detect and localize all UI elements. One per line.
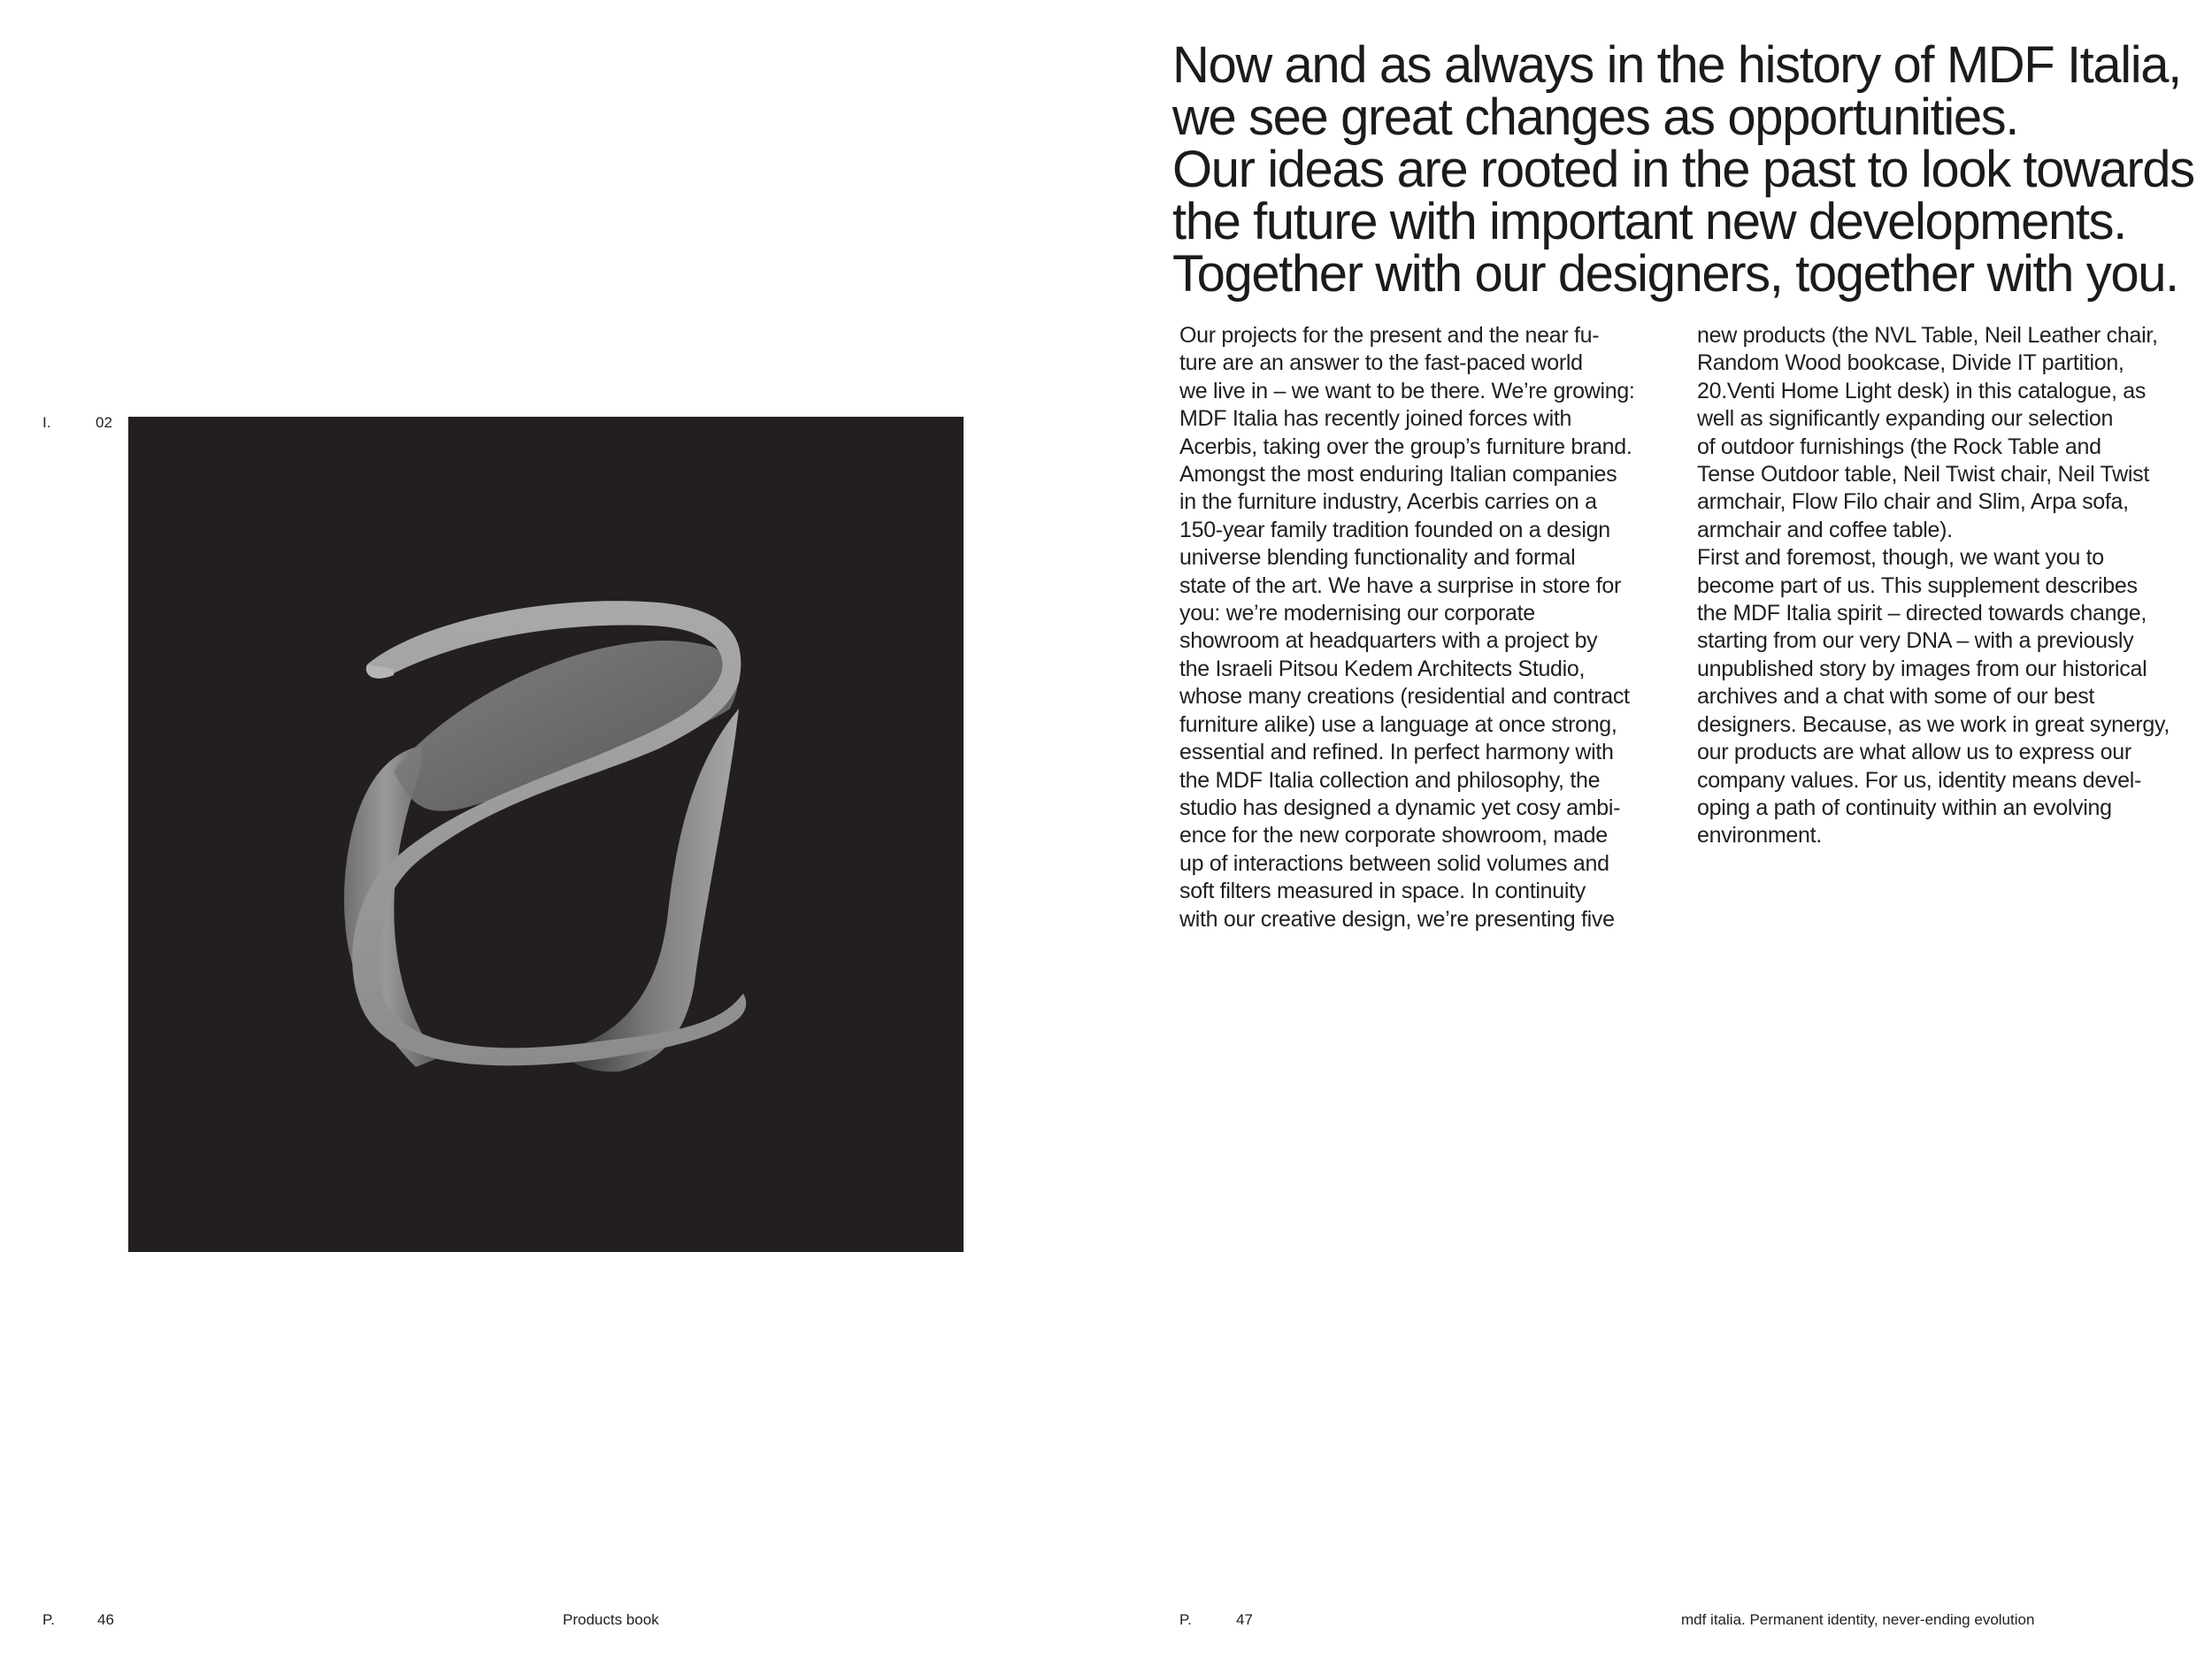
body-column-right — [1697, 322, 2193, 850]
body-line: essential and refined. In perfect harmony with — [1179, 740, 1614, 765]
figure-label-roman: I. — [42, 414, 51, 431]
body-line: Tense Outdoor table, Neil Twist chair, Neil Twist — [1697, 462, 2149, 488]
body-line: 20.Venti Home Light desk) in this catalogue, as — [1697, 378, 2147, 403]
chair-photo — [128, 417, 964, 1252]
body-line: 150-year family tradition founded on a design — [1179, 517, 1610, 542]
headline-line: we see great changes as opportunities. — [1172, 88, 2018, 146]
body-line: you: we’re modernising our corporate — [1179, 601, 1535, 626]
body-line: ture are an answer to the fast-paced world — [1179, 350, 1583, 376]
headline-line: Now and as always in the history of MDF Italia, — [1172, 36, 2181, 94]
body-line: unpublished story by images from our historical — [1697, 656, 2147, 681]
footer-left-page-number: 46 — [97, 1611, 114, 1628]
body-line: armchair and coffee table). — [1697, 517, 1953, 542]
body-line: armchair, Flow Filo chair and Slim, Arpa sofa, — [1697, 489, 2129, 515]
body-line: showroom at headquarters with a project by — [1179, 628, 1598, 654]
footer-left-title: Products book — [563, 1611, 659, 1628]
body-line: First and foremost, though, we want you to — [1697, 545, 2104, 571]
body-line: the MDF Italia collection and philosophy, the — [1179, 767, 1601, 793]
body-line: well as significantly expanding our selection — [1697, 406, 2114, 432]
body-line: with our creative design, we’re presenting five — [1179, 906, 1615, 932]
body-line: designers. Because, as we work in great synergy, — [1697, 711, 2170, 737]
body-line: furniture alike) use a language at once strong, — [1179, 711, 1617, 737]
headline-line: the future with important new developments. — [1172, 193, 2126, 250]
body-line: new products (the NVL Table, Neil Leather chair, — [1697, 323, 2158, 348]
body-line: MDF Italia has recently joined forces with — [1179, 406, 1572, 432]
body-line: become part of us. This supplement describes — [1697, 572, 2138, 598]
headline-line: Together with our designers, together with you. — [1172, 245, 2178, 303]
body-line: the Israeli Pitsou Kedem Architects Studio, — [1179, 656, 1586, 681]
body-line: universe blending functionality and formal — [1179, 545, 1576, 571]
body-line: Acerbis, taking over the group’s furniture brand. — [1179, 434, 1632, 459]
body-line: studio has designed a dynamic yet cosy ambi- — [1179, 795, 1621, 820]
ribbon-chair-sculpture-icon — [128, 417, 964, 1252]
footer-right-page-number: 47 — [1236, 1611, 1253, 1628]
body-line: ence for the new corporate showroom, made — [1179, 823, 1608, 849]
body-line: archives and a chat with some of our best — [1697, 684, 2095, 710]
body-line: environment. — [1697, 823, 1822, 849]
body-line: Random Wood bookcase, Divide IT partition, — [1697, 350, 2124, 376]
body-line: we live in – we want to be there. We’re growing: — [1179, 378, 1635, 403]
figure-label-number: 02 — [96, 414, 112, 431]
body-line: of outdoor furnishings (the Rock Table and — [1697, 434, 2101, 459]
body-line: our products are what allow us to express our — [1697, 740, 2131, 765]
body-line: whose many creations (residential and contract — [1179, 684, 1630, 710]
body-line: up of interactions between solid volumes and — [1179, 850, 1609, 876]
body-line: Amongst the most enduring Italian companies — [1179, 462, 1617, 488]
footer-left-page-prefix: P. — [42, 1611, 55, 1628]
footer-right-page-prefix: P. — [1179, 1611, 1192, 1628]
footer-right-title: mdf italia. Permanent identity, never-ending evolution — [1681, 1611, 2035, 1628]
body-line: the MDF Italia spirit – directed towards change, — [1697, 601, 2147, 626]
body-column-left — [1179, 322, 1675, 933]
body-line: Our projects for the present and the near fu- — [1179, 323, 1600, 348]
body-line: soft filters measured in space. In continuity — [1179, 879, 1586, 904]
body-line: state of the art. We have a surprise in store for — [1179, 572, 1621, 598]
headline — [1172, 36, 2194, 303]
body-line: company values. For us, identity means devel- — [1697, 767, 2142, 793]
body-line: starting from our very DNA – with a previously — [1697, 628, 2134, 654]
headline-line: Our ideas are rooted in the past to look towards — [1172, 141, 2194, 198]
body-line: in the furniture industry, Acerbis carries on a — [1179, 489, 1597, 515]
body-line: oping a path of continuity within an evolving — [1697, 795, 2112, 820]
